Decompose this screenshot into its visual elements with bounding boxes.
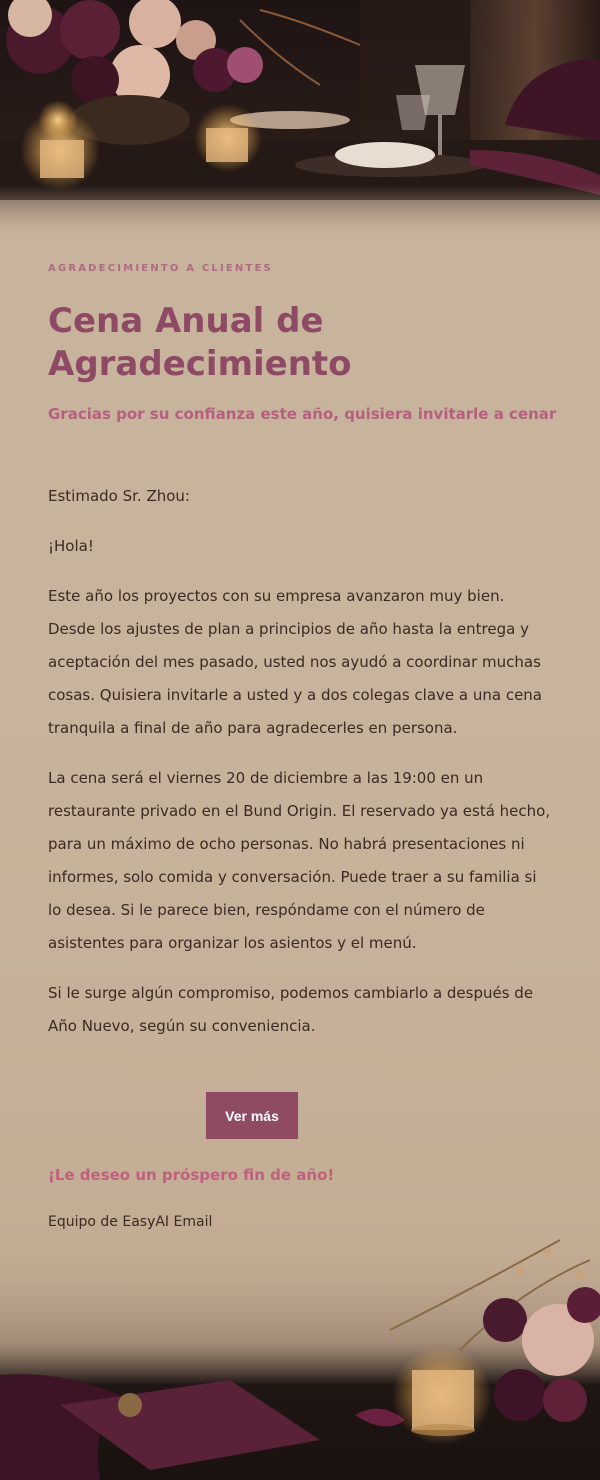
closing-line: ¡Le deseo un próspero fin de año! [48,1166,335,1184]
eyebrow-label: AGRADECIMIENTO A CLIENTES [48,263,273,274]
body-paragraph: La cena será el viernes 20 de diciembre a las 19:00 en un restaurante privado en el Bund Origin. El reservado ya está hecho, para un máximo de ocho personas. No habrá presentaciones ni informes, solo comida y conversación. Puede traer a su familia si lo desea. Si le parece bien, respóndame con el número de asistentes para organizar los asientos y el menú. [48,769,551,952]
body-paragraph: Este año los proyectos con su empresa avanzaron muy bien. Desde los ajustes de plan a principios de año hasta la entrega y aceptación del mes pasado, usted nos ayudó a coordinar muchas cosas. Quisiera invitarle a usted y a dos colegas clave a una cena tranquila a final de año para agradecerles en persona. [48,587,542,737]
footer-image [0,1230,600,1480]
see-more-button[interactable]: Ver más [206,1092,298,1139]
email-subtitle: Gracias por su confianza este año, quisiera invitarle a cenar [48,405,557,423]
email-title: Cena Anual de Agradecimiento [48,301,352,384]
greeting: Estimado Sr. Zhou: [48,487,190,505]
salutation: ¡Hola! [48,537,94,555]
body-paragraph: Si le surge algún compromiso, podemos cambiarlo a después de Año Nuevo, según su conveniencia. [48,984,534,1035]
signature: Equipo de EasyAI Email [48,1214,213,1230]
header-image [0,0,600,240]
email-body [48,480,552,1060]
